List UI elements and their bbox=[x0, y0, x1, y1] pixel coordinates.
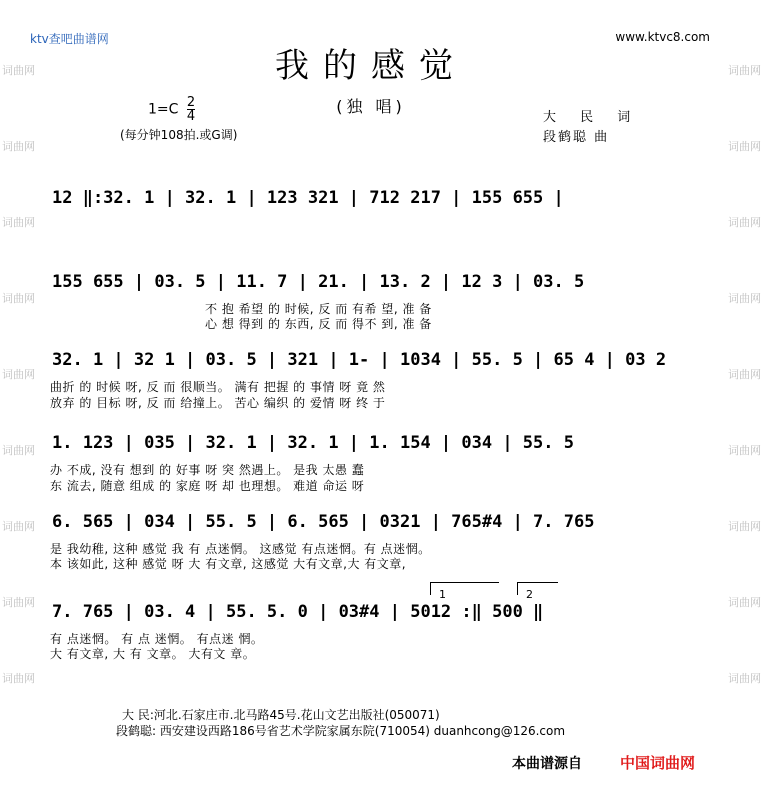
watermark-right: 词曲网 bbox=[728, 140, 761, 153]
watermark-left: 词曲网 bbox=[2, 216, 35, 229]
lyricist-address: 大 民:河北.石家庄市.北马路45号.花山文艺出版社(050071) bbox=[122, 708, 440, 722]
key-label: 1=C bbox=[148, 101, 179, 118]
song-title: 我的感觉 bbox=[275, 46, 467, 86]
watermark-right: 词曲网 bbox=[728, 444, 761, 457]
lyric-line: 有 点迷惘。 有 点 迷惘。 有点迷 惘。 bbox=[50, 632, 264, 646]
score-row-5: 6. 565 | 034 | 55. 5 | 6. 565 | 0321 | 765#4 | 7. 765 bbox=[52, 512, 595, 532]
time-signature bbox=[187, 96, 195, 123]
source-site-link[interactable]: 中国词曲网 bbox=[620, 754, 696, 772]
lyricist-credit: 大 民 词 bbox=[543, 110, 641, 125]
key-signature bbox=[148, 96, 195, 123]
composer-credit: 段鹤聪 曲 bbox=[543, 130, 610, 145]
watermark-right: 词曲网 bbox=[728, 520, 761, 533]
watermark-left: 词曲网 bbox=[2, 672, 35, 685]
lyric-line: 是 我幼稚, 这种 感觉 我 有 点迷惘。 这感觉 有点迷惘。有 点迷惘。 bbox=[50, 542, 431, 556]
site-url-right: www.ktvc8.com bbox=[615, 30, 710, 44]
composer-address: 段鹤聪: 西安建设西路186号省艺术学院家属东院(710054) duanhcong@126.com bbox=[116, 724, 566, 738]
lyric-line: 曲折 的 时候 呀, 反 而 很顺当。 满有 把握 的 事情 呀 竟 然 bbox=[50, 380, 386, 394]
watermark-left: 词曲网 bbox=[2, 368, 35, 381]
song-subtitle: (独 唱) bbox=[336, 97, 406, 116]
source-label: 本曲谱源自 bbox=[512, 756, 582, 772]
watermark-right: 词曲网 bbox=[728, 596, 761, 609]
volta-bracket-1 bbox=[430, 582, 499, 601]
watermark-left: 词曲网 bbox=[2, 292, 35, 305]
time-numerator: 2 bbox=[186, 95, 196, 110]
time-denominator: 4 bbox=[186, 109, 196, 124]
site-label-left: ktv查吧曲谱网 bbox=[30, 32, 109, 46]
score-row-4: 1. 123 | 035 | 32. 1 | 32. 1 | 1. 154 | 034 | 55. 5 bbox=[52, 433, 574, 453]
watermark-left: 词曲网 bbox=[2, 140, 35, 153]
watermark-left: 词曲网 bbox=[2, 64, 35, 77]
volta-number: 1 bbox=[439, 588, 446, 601]
watermark-right: 词曲网 bbox=[728, 672, 761, 685]
watermark-left: 词曲网 bbox=[2, 444, 35, 457]
volta-number: 2 bbox=[526, 588, 533, 601]
score-row-6: 7. 765 | 03. 4 | 55. 5. 0 | 03#4 | 5012 :‖ 500 ‖ bbox=[52, 602, 544, 622]
lyric-line: 办 不成, 没有 想到 的 好事 呀 突 然遇上。 是我 太愚 蠢 bbox=[50, 463, 365, 477]
watermark-left: 词曲网 bbox=[2, 596, 35, 609]
watermark-right: 词曲网 bbox=[728, 216, 761, 229]
watermark-right: 词曲网 bbox=[728, 292, 761, 305]
volta-bracket-2 bbox=[517, 582, 558, 601]
watermark-left: 词曲网 bbox=[2, 520, 35, 533]
lyric-line: 心 想 得到 的 东西, 反 而 得不 到, 准 备 bbox=[205, 317, 432, 331]
lyric-line: 大 有文章, 大 有 文章。 大有文 章。 bbox=[50, 647, 256, 661]
score-row-3: 32. 1 | 32 1 | 03. 5 | 321 | 1- | 1034 | 55. 5 | 65 4 | 03 2 bbox=[52, 350, 667, 370]
score-row-1: 12 ‖:32. 1 | 32. 1 | 123 321 | 712 217 | 155 655 | bbox=[52, 188, 564, 208]
tempo-marking: (每分钟108拍.或G调) bbox=[120, 128, 238, 142]
lyric-line: 放弃 的 目标 呀, 反 而 给撞上。 苦心 编织 的 爱情 呀 终 于 bbox=[50, 396, 386, 410]
lyric-line: 本 该如此, 这种 感觉 呀 大 有文章, 这感觉 大有文章,大 有文章, bbox=[50, 557, 407, 571]
lyric-line: 不 抱 希望 的 时候, 反 而 有希 望, 准 备 bbox=[205, 302, 432, 316]
score-row-2: 155 655 | 03. 5 | 11. 7 | 21. | 13. 2 | 12 3 | 03. 5 bbox=[52, 272, 585, 292]
lyric-line: 东 流去, 随意 组成 的 家庭 呀 却 也理想。 难道 命运 呀 bbox=[50, 479, 365, 493]
watermark-right: 词曲网 bbox=[728, 64, 761, 77]
watermark-right: 词曲网 bbox=[728, 368, 761, 381]
